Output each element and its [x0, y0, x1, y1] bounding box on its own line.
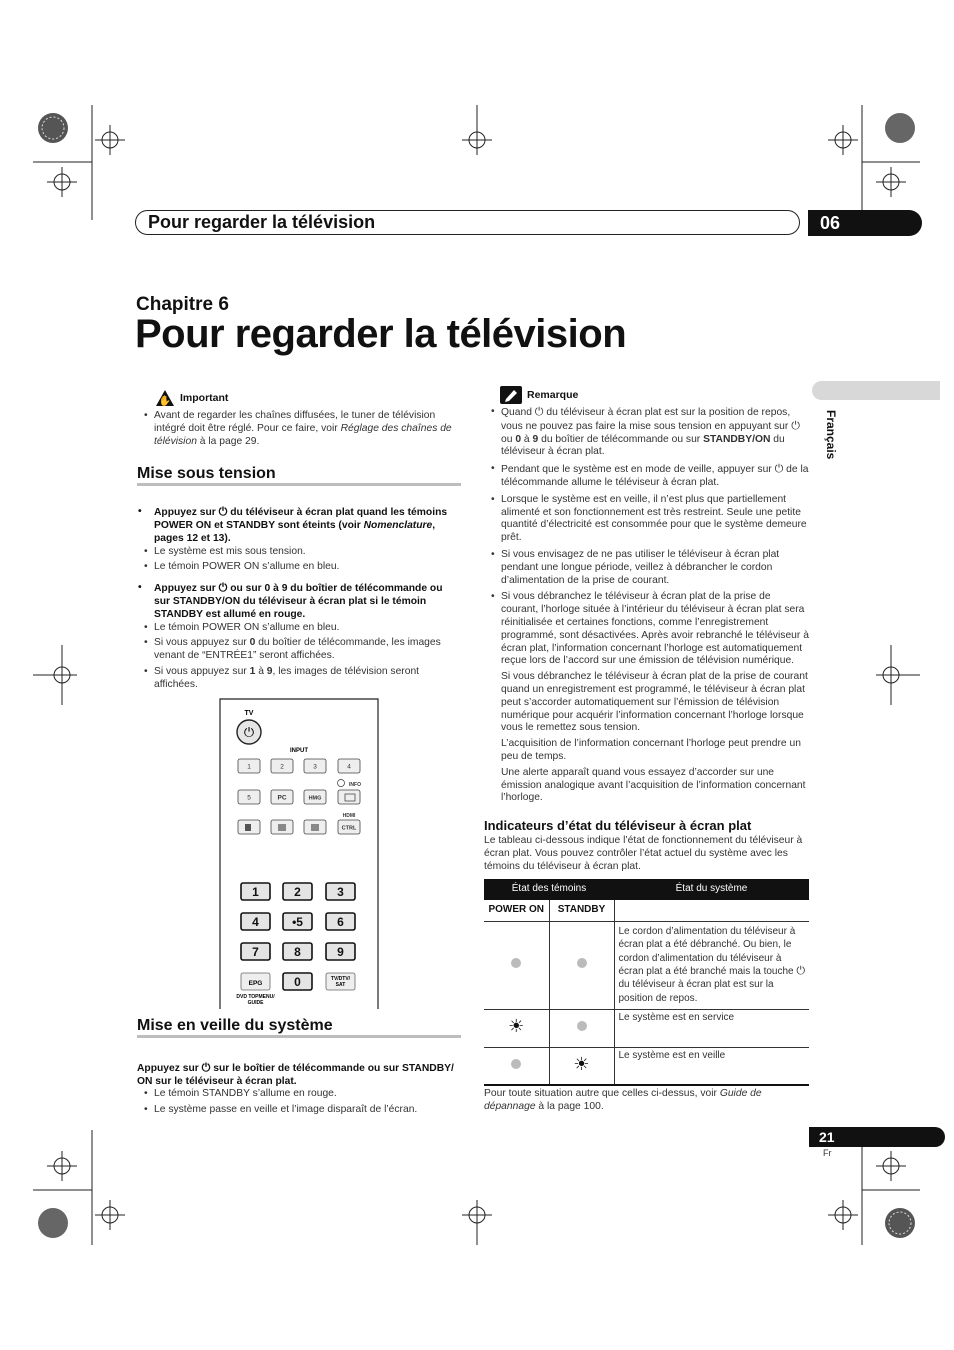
- remote-key-4: 4: [252, 915, 259, 929]
- left-column: [137, 389, 461, 692]
- col-state-header: État du système: [614, 879, 809, 900]
- remote-key-9: 9: [337, 945, 344, 959]
- page-number: 21: [809, 1127, 945, 1147]
- standby-bullet-1: • Le témoin STANDBY s’allume en rouge.: [137, 1088, 461, 1101]
- step-power-on: • Appuyez sur ⏻ du téléviseur à écran plat quand les témoins POWER ON et STANDBY sont éteints (voir Nomenclature, pages 12 et 13).: [137, 506, 461, 545]
- remote-ctrl-label: CTRL: [341, 825, 357, 832]
- power-icon: ⏻: [218, 582, 228, 595]
- remote-power-icon: ⏻: [243, 725, 255, 741]
- power-icon: ⏻: [534, 406, 544, 418]
- led-lit-icon: ☀: [508, 1015, 525, 1036]
- power-icon: ⏻: [791, 419, 800, 432]
- sub-standby: STANDBY: [549, 900, 614, 921]
- right-column: [484, 386, 809, 1114]
- note-4: • Si vous envisagez de ne pas utiliser le téléviseur à écran plat pendant une longue période, veillez à débrancher le cordon d’alimentation de la prise de courant.: [484, 549, 809, 587]
- remote-key-8: 8: [294, 945, 301, 959]
- note-5b: Si vous débranchez le téléviseur à écran plat de la prise de courant quand un enregistrement est programmé, le téléviseur à écran plat peut s’accorder automatiquement sur l’émission de télévision numérique pour acquérir l’information concernant l’horloge lorsque vous le remettez sous tension.: [501, 671, 808, 734]
- page-title: Pour regarder la télévision: [135, 312, 627, 356]
- remote-info-label: INFO: [349, 782, 361, 788]
- power-icon: ⏻: [218, 506, 228, 519]
- remote-input-2: 2: [280, 763, 284, 771]
- led-off-cell: [549, 921, 614, 1009]
- step2-bullet-2: • Si vous appuyez sur 0 du boîtier de télécommande, les images venant de “ENTRÉE1” seront affichées.: [137, 637, 461, 663]
- led-on-cell: [484, 1009, 549, 1047]
- svg-text:✋: ✋: [158, 396, 172, 407]
- indicators-intro: Le tableau ci-dessous indique l’état de fonctionnement du téléviseur à écran plat. Vous pouvez contrôler l’état actuel du système avec les témoins du téléviseur à écran plat.: [484, 834, 803, 872]
- col-leds-header: État des témoins: [484, 879, 614, 900]
- remote-input-4: 4: [347, 763, 351, 771]
- remote-input-hmg: HMG: [308, 795, 322, 802]
- warning-icon: [155, 389, 175, 407]
- power-icon: ⏻: [774, 463, 784, 476]
- important-text: • Avant de regarder les chaînes diffusées, le tuner de télévision intégré doit être réglé. Pour ce faire, voir Réglage des chaînes de télévision à la page 29.: [137, 410, 461, 448]
- chapter-label: Chapitre 6: [136, 294, 229, 315]
- standby-heading: Mise en veille du système: [137, 1020, 461, 1038]
- standby-section: [137, 1017, 461, 1117]
- important-heading: Important: [180, 391, 229, 404]
- step-wake: • Appuyez sur ⏻ ou sur 0 à 9 du boîtier de télécommande ou sur STANDBY/ON du téléviseur à écran plat si le témoin STANDBY est allumé en rouge.: [137, 582, 461, 621]
- led-off-cell: [484, 1047, 549, 1085]
- remote-input-label: INPUT: [290, 748, 308, 754]
- remote-illustration: [218, 697, 380, 1009]
- step2-bullet-3: • Si vous appuyez sur 1 à 9, les images de télévision seront affichées.: [137, 666, 461, 692]
- remote-hdmi-label: HDMI: [342, 813, 356, 819]
- remote-key-7: 7: [252, 945, 259, 959]
- dvdguide-line: DVD TOPMENU/: [236, 994, 275, 1000]
- note-5d: Une alerte apparaît quand vous essayez d’accorder sur une émission analogique avant l’acquisition de l’information concernant l’horloge.: [501, 766, 806, 804]
- running-header: Pour regarder la télévision: [135, 210, 800, 235]
- led-off-cell: [549, 1009, 614, 1047]
- indicators-heading: Indicateurs d’état du téléviseur à écran plat: [484, 818, 752, 834]
- remote-input-1: 1: [247, 763, 251, 771]
- led-lit-icon: ☀: [573, 1053, 590, 1074]
- led-on-cell: [549, 1047, 614, 1085]
- tvdtv-line: SAT: [335, 982, 346, 988]
- note-heading-row: [500, 386, 809, 404]
- remote-input-pc: PC: [277, 794, 287, 802]
- important-heading-row: [155, 389, 461, 407]
- note-heading: Remarque: [527, 388, 579, 401]
- remote-input-5: 5: [247, 794, 251, 802]
- step1-bullet-1: • Le système est mis sous tension.: [137, 546, 461, 559]
- note-2: • Pendant que le système est en mode de veille, appuyer sur ⏻ de la télécommande allume le téléviseur à écran plat.: [484, 463, 809, 490]
- power-on-heading: Mise sous tension: [137, 468, 461, 486]
- led-off-icon: [511, 958, 521, 968]
- remote-key-3: 3: [337, 885, 344, 899]
- remote-key-0: 0: [294, 975, 301, 989]
- step1-bullet-2: • Le témoin POWER ON s’allume en bleu.: [137, 561, 461, 574]
- note-5c: L’acquisition de l’information concernant l’horloge peut prendre un peu de temps.: [501, 738, 801, 762]
- empty-cell: [614, 900, 809, 921]
- remote-tv-label: TV: [244, 710, 254, 717]
- language-label: Français: [824, 410, 838, 460]
- sub-power-on: POWER ON: [484, 900, 549, 921]
- led-off-icon: [511, 1059, 521, 1069]
- status-table: [484, 879, 809, 1086]
- table-footer: Pour toute situation autre que celles ci-dessus, voir Guide de dépannage à la page 100.: [484, 1088, 762, 1113]
- page-language: Fr: [823, 1148, 832, 1158]
- standby-step: Appuyez sur ⏻ sur le boîtier de télécommande ou sur STANDBY/ ON sur le téléviseur à écran plat.: [137, 1061, 454, 1087]
- tvdtv-line: TV/DTV/: [330, 976, 351, 982]
- remote-epg-label: EPG: [248, 980, 263, 987]
- chapter-number-tab: 06: [808, 210, 922, 236]
- note-3: • Lorsque le système est en veille, il n’est plus que partiellement alimenté et son fonctionnement est très restreint. Seule une petite quantité d’électricité est consommée pour que le système demeure prêt.: [484, 494, 809, 545]
- led-off-icon: [577, 1021, 587, 1031]
- dvdguide-line: GUIDE: [247, 1000, 264, 1006]
- led-off-cell: [484, 921, 549, 1009]
- note-1: • Quand ⏻ du téléviseur à écran plat est sur la position de repos, vous ne pouvez pas faire la mise sous tension en appuyant sur ⏻ ou 0 à 9 du boîtier de télécommande ou sur STANDBY/ON du téléviseur à écran plat.: [484, 406, 809, 459]
- led-off-icon: [577, 958, 587, 968]
- state-on: Le système est en service: [614, 1009, 809, 1047]
- note-5: • Si vous débranchez le téléviseur à écran plat de la prise de courant, l’horloge située à l’intérieur du téléviseur à écran plat sera réinitialisée et certaines fonctions, comme l’enregistrement programmé, sont désactivées. Après avoir rebranché le téléviseur à écran plat, l’information concernant l’horloge est automatiquement reçue lors de l’accord sur une émission de télévision numérique.: [484, 591, 809, 668]
- note-icon: [500, 386, 522, 404]
- state-unplugged: Le cordon d’alimentation du téléviseur à écran plat a été débranché. Ou bien, le cordon d’alimentation du téléviseur à écran plat a été branché mais la touche ⏻ du téléviseur à écran plat est sur la position de repos.: [614, 921, 809, 1009]
- power-icon: ⏻: [796, 965, 806, 978]
- remote-key-1: 1: [252, 885, 259, 899]
- power-icon: ⏻: [201, 1061, 211, 1074]
- remote-key-2: 2: [294, 885, 301, 899]
- standby-bullet-2: • Le système passe en veille et l’image disparaît de l’écran.: [137, 1104, 461, 1117]
- remote-input-3: 3: [313, 763, 317, 771]
- remote-key-5: •5: [292, 915, 303, 929]
- remote-power-button: [237, 720, 261, 744]
- remote-key-6: 6: [337, 915, 344, 929]
- step2-bullet-1: • Le témoin POWER ON s’allume en bleu.: [137, 622, 461, 635]
- language-tab: [812, 381, 940, 400]
- state-standby: Le système est en veille: [614, 1047, 809, 1085]
